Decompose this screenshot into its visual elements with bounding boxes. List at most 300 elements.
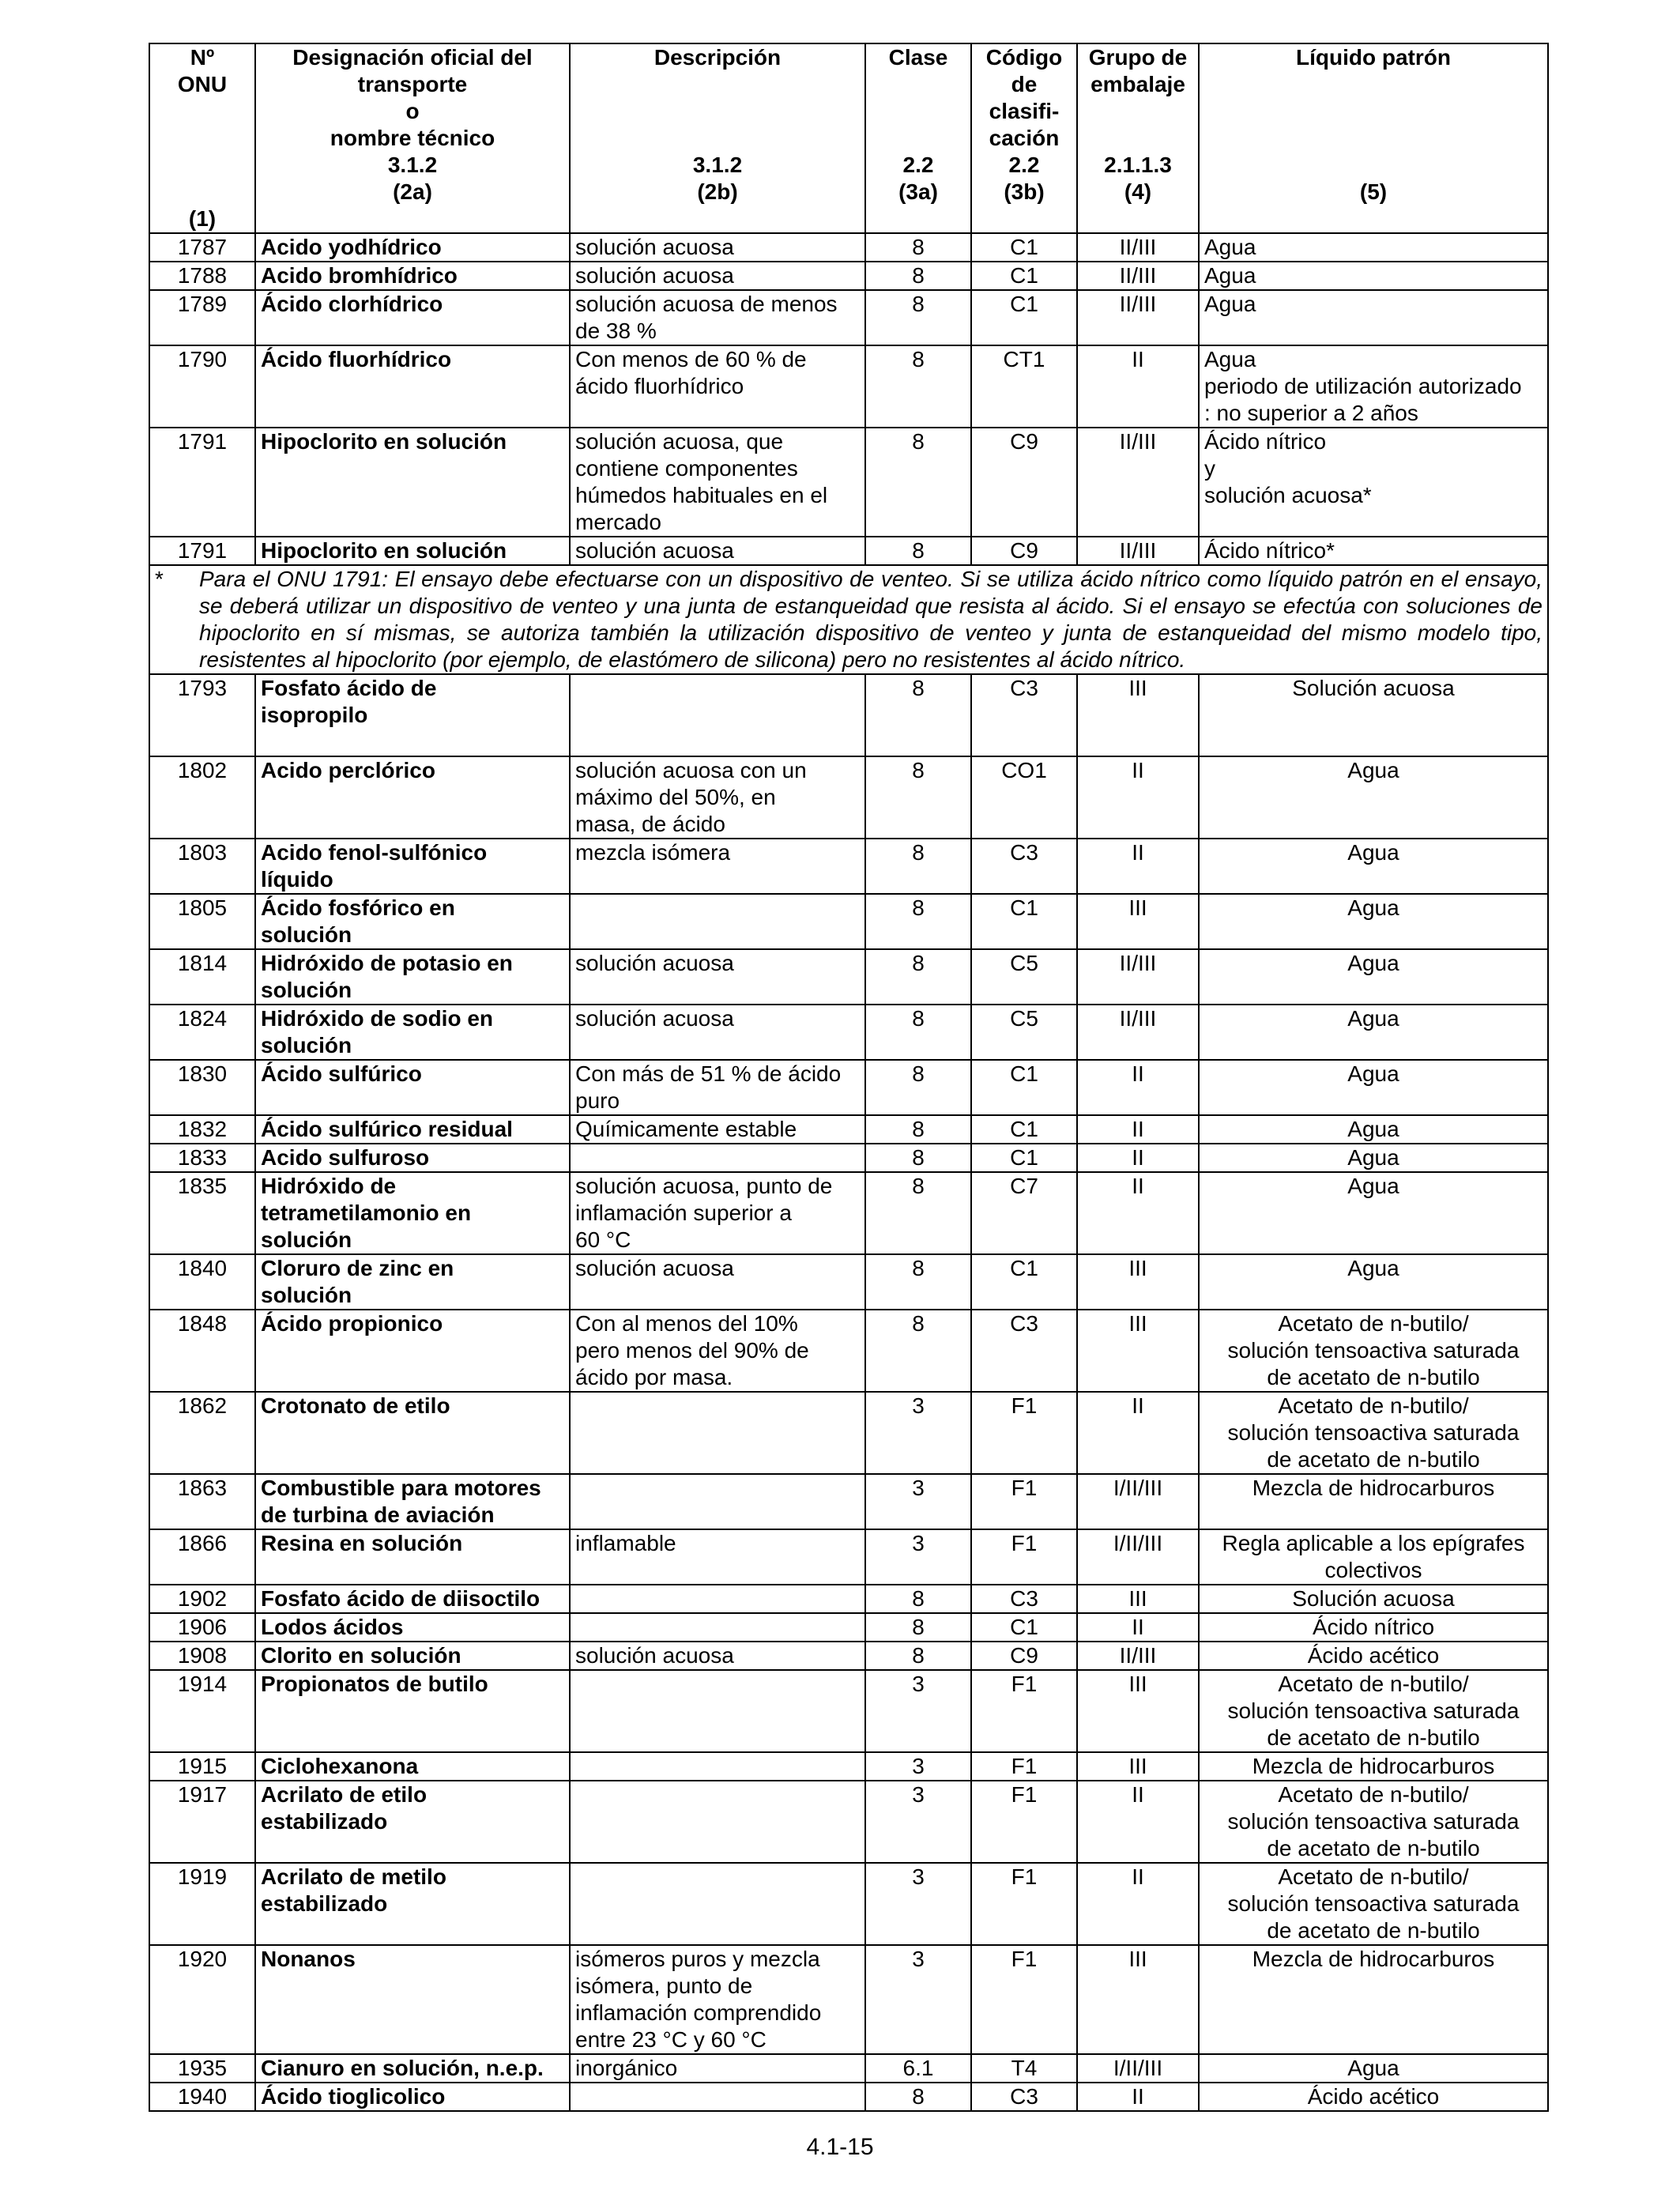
standard-liquid-line: Agua [1347, 1006, 1399, 1031]
standard-liquid [1199, 290, 1548, 345]
table-row [149, 537, 1548, 565]
classification-code: F1 [971, 1392, 1077, 1474]
description [570, 1642, 865, 1670]
description [570, 233, 865, 262]
header-standard-liquid: Líquido patrón (5) [1199, 43, 1548, 233]
description [570, 1585, 865, 1613]
class: 3 [865, 1945, 971, 2054]
description [570, 1115, 865, 1144]
class: 8 [865, 1642, 971, 1670]
designation [255, 2054, 570, 2083]
description-line: húmedos habituales en el [575, 483, 828, 507]
onu-number: 1814 [149, 949, 255, 1005]
packing-group: I/II/III [1077, 2054, 1199, 2083]
classification-code: C5 [971, 949, 1077, 1005]
table-row [149, 2083, 1548, 2111]
designation-line: Ácido sulfúrico [261, 1061, 422, 1086]
description-line: inflamación comprendido [575, 2000, 822, 2025]
designation [255, 1172, 570, 1254]
description-line: Con más de 51 % de ácido [575, 1061, 842, 1086]
standard-liquid-line: Solución acuosa [1292, 1586, 1455, 1611]
onu-number: 1789 [149, 290, 255, 345]
table-row [149, 1254, 1548, 1310]
designation-line: Cloruro de zinc en [261, 1256, 454, 1280]
standard-liquid [1199, 2083, 1548, 2111]
designation [255, 345, 570, 428]
onu-number: 1863 [149, 1474, 255, 1529]
standard-liquid [1199, 233, 1548, 262]
description [570, 1005, 865, 1060]
class: 3 [865, 1474, 971, 1529]
packing-group: I/II/III [1077, 1474, 1199, 1529]
class: 8 [865, 894, 971, 949]
packing-group: II [1077, 1781, 1199, 1863]
class: 8 [865, 1310, 971, 1392]
class: 3 [865, 1529, 971, 1585]
table-row [149, 1863, 1548, 1945]
designation [255, 1060, 570, 1115]
designation-line: Ácido propionico [261, 1311, 443, 1336]
table-row [149, 1585, 1548, 1613]
class: 8 [865, 1172, 971, 1254]
table-row [149, 1474, 1548, 1529]
designation [255, 674, 570, 756]
classification-code: C7 [971, 1172, 1077, 1254]
description-line: mercado [575, 510, 661, 534]
standard-liquid-line: Ácido acético [1307, 2084, 1440, 2109]
header-packing-group: Grupo de embalaje 2.1.1.3 (4) [1077, 43, 1199, 233]
table-row [149, 894, 1548, 949]
classification-code: F1 [971, 1474, 1077, 1529]
standard-liquid-line: Agua [1347, 1061, 1399, 1086]
packing-group: II [1077, 2083, 1199, 2111]
standard-liquid-line: Agua [1204, 292, 1256, 316]
designation-line: Hidróxido de [261, 1174, 397, 1198]
description [570, 1781, 865, 1863]
classification-code: C5 [971, 1005, 1077, 1060]
designation [255, 1254, 570, 1310]
table-row [149, 233, 1548, 262]
classification-code: F1 [971, 1945, 1077, 2054]
standard-liquid-line: Ácido nítrico [1312, 1615, 1435, 1639]
onu-number: 1791 [149, 537, 255, 565]
classification-code: CT1 [971, 345, 1077, 428]
table-row [149, 756, 1548, 839]
header-onu-number: Nº ONU (1) [149, 43, 255, 233]
description-line: solución acuosa [575, 538, 734, 563]
table-row [149, 1115, 1548, 1144]
class: 3 [865, 1392, 971, 1474]
onu-number: 1835 [149, 1172, 255, 1254]
description [570, 1945, 865, 2054]
table-row [149, 262, 1548, 290]
standard-liquid [1199, 1781, 1548, 1863]
packing-group: II [1077, 1613, 1199, 1642]
classification-code: T4 [971, 2054, 1077, 2083]
designation-line: solución [261, 1033, 352, 1057]
note-cell [149, 565, 1548, 674]
designation-line: Ácido fluorhídrico [261, 347, 452, 371]
standard-liquid [1199, 1005, 1548, 1060]
description [570, 1172, 865, 1254]
onu-number: 1914 [149, 1670, 255, 1752]
onu-number: 1902 [149, 1585, 255, 1613]
designation-line: Ácido tioglicolico [261, 2084, 446, 2109]
designation [255, 1310, 570, 1392]
table-row [149, 290, 1548, 345]
description-line: solución acuosa [575, 1006, 734, 1031]
table-row [149, 1144, 1548, 1172]
standard-liquid-line: Agua [1347, 758, 1399, 782]
designation-line: Acido sulfuroso [261, 1145, 430, 1170]
classification-code: C3 [971, 839, 1077, 894]
standard-liquid-line: : no superior a 2 años [1204, 401, 1418, 425]
standard-liquid-line: Agua [1347, 895, 1399, 920]
classification-code: C1 [971, 1613, 1077, 1642]
designation [255, 537, 570, 565]
classification-code: C9 [971, 428, 1077, 537]
description-line: entre 23 °C y 60 °C [575, 2027, 767, 2052]
onu-number: 1906 [149, 1613, 255, 1642]
onu-number: 1830 [149, 1060, 255, 1115]
table-header-row [149, 43, 1548, 233]
description-line: isómera, punto de [575, 1973, 753, 1998]
dangerous-goods-table [149, 43, 1549, 2112]
classification-code: C1 [971, 1115, 1077, 1144]
standard-liquid [1199, 1863, 1548, 1945]
description [570, 756, 865, 839]
table-row [149, 1005, 1548, 1060]
table-row [149, 674, 1548, 756]
standard-liquid-line: solución tensoactiva saturada [1227, 1891, 1520, 1916]
description-line: Con menos de 60 % de [575, 347, 807, 371]
class: 3 [865, 1670, 971, 1752]
class: 8 [865, 233, 971, 262]
packing-group: II [1077, 1392, 1199, 1474]
description [570, 1670, 865, 1752]
table-row [149, 949, 1548, 1005]
header-class: Clase 2.2 (3a) [865, 43, 971, 233]
packing-group: II/III [1077, 537, 1199, 565]
table-body-upper [149, 233, 1548, 565]
designation [255, 894, 570, 949]
standard-liquid-line: de acetato de n-butilo [1267, 1918, 1480, 1943]
description [570, 949, 865, 1005]
description [570, 1060, 865, 1115]
designation [255, 839, 570, 894]
designation-line: Hipoclorito en solución [261, 429, 507, 454]
class: 8 [865, 756, 971, 839]
description-line: solución acuosa [575, 1256, 734, 1280]
packing-group: II [1077, 756, 1199, 839]
packing-group: II/III [1077, 233, 1199, 262]
classification-code: CO1 [971, 756, 1077, 839]
packing-group: II/III [1077, 428, 1199, 537]
standard-liquid-line: Acetato de n-butilo/ [1278, 1393, 1469, 1418]
packing-group: III [1077, 894, 1199, 949]
standard-liquid-line: Acetato de n-butilo/ [1278, 1864, 1469, 1889]
designation-line: Acido yodhídrico [261, 235, 442, 259]
standard-liquid-line: Agua [1347, 840, 1399, 865]
classification-code: C3 [971, 2083, 1077, 2111]
description [570, 1254, 865, 1310]
classification-code: F1 [971, 1863, 1077, 1945]
standard-liquid [1199, 839, 1548, 894]
standard-liquid-line: de acetato de n-butilo [1267, 1836, 1480, 1860]
onu-number: 1832 [149, 1115, 255, 1144]
packing-group: III [1077, 1945, 1199, 2054]
packing-group: II/III [1077, 949, 1199, 1005]
designation-line: Lodos ácidos [261, 1615, 404, 1639]
description-line: ácido por masa. [575, 1365, 733, 1389]
class: 8 [865, 290, 971, 345]
designation [255, 1585, 570, 1613]
description [570, 1752, 865, 1781]
onu-number: 1840 [149, 1254, 255, 1310]
designation [255, 428, 570, 537]
classification-code: C9 [971, 537, 1077, 565]
standard-liquid [1199, 1642, 1548, 1670]
description-line: solución acuosa, punto de [575, 1174, 833, 1198]
standard-liquid [1199, 2054, 1548, 2083]
standard-liquid-line: solución tensoactiva saturada [1227, 1698, 1520, 1723]
class: 3 [865, 1863, 971, 1945]
onu-number: 1866 [149, 1529, 255, 1585]
designation [255, 1613, 570, 1642]
onu-number: 1787 [149, 233, 255, 262]
classification-code: F1 [971, 1529, 1077, 1585]
description-line: isómeros puros y mezcla [575, 1947, 820, 1971]
description-line: de 38 % [575, 319, 657, 343]
standard-liquid-line: de acetato de n-butilo [1267, 1725, 1480, 1750]
standard-liquid-line: Agua [1204, 263, 1256, 288]
standard-liquid-line: Agua [1204, 347, 1256, 371]
standard-liquid [1199, 262, 1548, 290]
standard-liquid-line: colectivos [1324, 1558, 1422, 1582]
standard-liquid-line: Agua [1347, 1145, 1399, 1170]
standard-liquid-line: Agua [1347, 1174, 1399, 1198]
onu-number: 1793 [149, 674, 255, 756]
designation [255, 1781, 570, 1863]
table-row [149, 1060, 1548, 1115]
designation [255, 756, 570, 839]
packing-group: II [1077, 1060, 1199, 1115]
description-line: solución acuosa [575, 1643, 734, 1668]
designation [255, 1945, 570, 2054]
packing-group: III [1077, 1310, 1199, 1392]
standard-liquid-line: Solución acuosa [1292, 676, 1455, 700]
designation-line: Hipoclorito en solución [261, 538, 507, 563]
description-line: Químicamente estable [575, 1117, 797, 1141]
description [570, 345, 865, 428]
description-line: Con al menos del 10% [575, 1311, 798, 1336]
designation-line: solución [261, 922, 352, 947]
designation-line: estabilizado [261, 1809, 388, 1834]
onu-number: 1805 [149, 894, 255, 949]
classification-code: F1 [971, 1752, 1077, 1781]
description-line: contiene componentes [575, 456, 798, 481]
packing-group: III [1077, 1254, 1199, 1310]
designation-line: Acrilato de etilo [261, 1782, 428, 1807]
description-line: solución acuosa, que [575, 429, 784, 454]
description-line: 60 °C [575, 1227, 631, 1252]
packing-group: II [1077, 1172, 1199, 1254]
description [570, 1392, 865, 1474]
description [570, 1863, 865, 1945]
header-description: Descripción 3.1.2 (2b) [570, 43, 865, 233]
standard-liquid-line: solución tensoactiva saturada [1227, 1809, 1520, 1834]
standard-liquid [1199, 1115, 1548, 1144]
designation [255, 1642, 570, 1670]
designation-line: Fosfato ácido de [261, 676, 437, 700]
description-line: máximo del 50%, en [575, 785, 776, 809]
header-classification-code: Código de clasifi- cación 2.2 (3b) [971, 43, 1077, 233]
packing-group: III [1077, 1752, 1199, 1781]
designation-line: líquido [261, 867, 333, 892]
onu-number: 1935 [149, 2054, 255, 2083]
standard-liquid-line: solución tensoactiva saturada [1227, 1338, 1520, 1363]
onu-number: 1848 [149, 1310, 255, 1392]
classification-code: C1 [971, 1254, 1077, 1310]
standard-liquid [1199, 1254, 1548, 1310]
packing-group: II/III [1077, 262, 1199, 290]
standard-liquid-line: Regla aplicable a los epígrafes [1222, 1531, 1525, 1555]
standard-liquid [1199, 1752, 1548, 1781]
standard-liquid [1199, 1529, 1548, 1585]
table-row [149, 1945, 1548, 2054]
class: 8 [865, 262, 971, 290]
designation-line: Cianuro en solución, n.e.p. [261, 2056, 544, 2080]
designation-line: isopropilo [261, 703, 368, 727]
description [570, 537, 865, 565]
description-line: inflamable [575, 1531, 676, 1555]
description [570, 428, 865, 537]
table-row [149, 1781, 1548, 1863]
designation-line: Clorito en solución [261, 1643, 461, 1668]
classification-code: F1 [971, 1781, 1077, 1863]
designation [255, 1863, 570, 1945]
onu-number: 1824 [149, 1005, 255, 1060]
standard-liquid-line: Agua [1347, 2056, 1399, 2080]
description-line: ácido fluorhídrico [575, 374, 744, 398]
classification-code: C9 [971, 1642, 1077, 1670]
packing-group: II [1077, 1863, 1199, 1945]
class: 8 [865, 1254, 971, 1310]
description-line: solución acuosa con un [575, 758, 807, 782]
class: 8 [865, 1005, 971, 1060]
standard-liquid-line: Acetato de n-butilo/ [1278, 1672, 1469, 1696]
class: 3 [865, 1781, 971, 1863]
standard-liquid-line: Mezcla de hidrocarburos [1252, 1754, 1495, 1778]
designation [255, 1392, 570, 1474]
standard-liquid-line: solución acuosa* [1204, 483, 1372, 507]
designation-line: Hidróxido de potasio en [261, 951, 513, 975]
designation-line: Ciclohexanona [261, 1754, 419, 1778]
packing-group: III [1077, 674, 1199, 756]
class: 8 [865, 537, 971, 565]
packing-group: II [1077, 345, 1199, 428]
designation-line: Nonanos [261, 1947, 356, 1971]
standard-liquid [1199, 1613, 1548, 1642]
onu-number: 1917 [149, 1781, 255, 1863]
designation-line: Acido perclórico [261, 758, 435, 782]
designation-line: Propionatos de butilo [261, 1672, 488, 1696]
standard-liquid [1199, 1474, 1548, 1529]
page-number: 4.1-15 [806, 2134, 874, 2160]
description-line: pero menos del 90% de [575, 1338, 809, 1363]
packing-group: II [1077, 1115, 1199, 1144]
standard-liquid [1199, 1392, 1548, 1474]
onu-number: 1833 [149, 1144, 255, 1172]
designation [255, 1670, 570, 1752]
designation-line: Acido fenol-sulfónico [261, 840, 488, 865]
standard-liquid [1199, 756, 1548, 839]
table-row [149, 1392, 1548, 1474]
onu-number: 1908 [149, 1642, 255, 1670]
packing-group: II [1077, 839, 1199, 894]
designation-line: Ácido fosfórico en [261, 895, 455, 920]
designation-line: Fosfato ácido de diisoctilo [261, 1586, 541, 1611]
description-line: mezcla isómera [575, 840, 731, 865]
designation [255, 1752, 570, 1781]
designation [255, 2083, 570, 2111]
standard-liquid-line: Mezcla de hidrocarburos [1252, 1476, 1495, 1500]
description-line: masa, de ácido [575, 812, 725, 836]
designation-line: solución [261, 1227, 352, 1252]
packing-group: I/II/III [1077, 1529, 1199, 1585]
designation-line: estabilizado [261, 1891, 388, 1916]
description-line: solución acuosa [575, 235, 734, 259]
packing-group: II/III [1077, 1005, 1199, 1060]
description-line: inorgánico [575, 2056, 678, 2080]
class: 8 [865, 839, 971, 894]
designation-line: Combustible para motores [261, 1476, 541, 1500]
standard-liquid-line: de acetato de n-butilo [1267, 1447, 1480, 1472]
class: 8 [865, 1613, 971, 1642]
table-note-section [149, 565, 1548, 674]
standard-liquid [1199, 1585, 1548, 1613]
packing-group: II/III [1077, 1642, 1199, 1670]
description [570, 1613, 865, 1642]
class: 8 [865, 1115, 971, 1144]
designation-line: Hidróxido de sodio en [261, 1006, 494, 1031]
onu-number: 1791 [149, 428, 255, 537]
description [570, 1529, 865, 1585]
packing-group: II/III [1077, 290, 1199, 345]
designation [255, 1005, 570, 1060]
class: 8 [865, 949, 971, 1005]
onu-number: 1940 [149, 2083, 255, 2111]
description [570, 1474, 865, 1529]
table-row [149, 1670, 1548, 1752]
classification-code: C3 [971, 674, 1077, 756]
table-row [149, 1529, 1548, 1585]
standard-liquid-line: Agua [1204, 235, 1256, 259]
designation-line: Acido bromhídrico [261, 263, 458, 288]
standard-liquid [1199, 1945, 1548, 2054]
description-line: solución acuosa [575, 263, 734, 288]
description [570, 1310, 865, 1392]
description [570, 839, 865, 894]
standard-liquid-line: de acetato de n-butilo [1267, 1365, 1480, 1389]
standard-liquid-line: solución tensoactiva saturada [1227, 1420, 1520, 1445]
onu-number: 1790 [149, 345, 255, 428]
onu-number: 1788 [149, 262, 255, 290]
standard-liquid [1199, 1144, 1548, 1172]
standard-liquid-line: Acetato de n-butilo/ [1278, 1311, 1469, 1336]
description [570, 2054, 865, 2083]
table-row [149, 839, 1548, 894]
